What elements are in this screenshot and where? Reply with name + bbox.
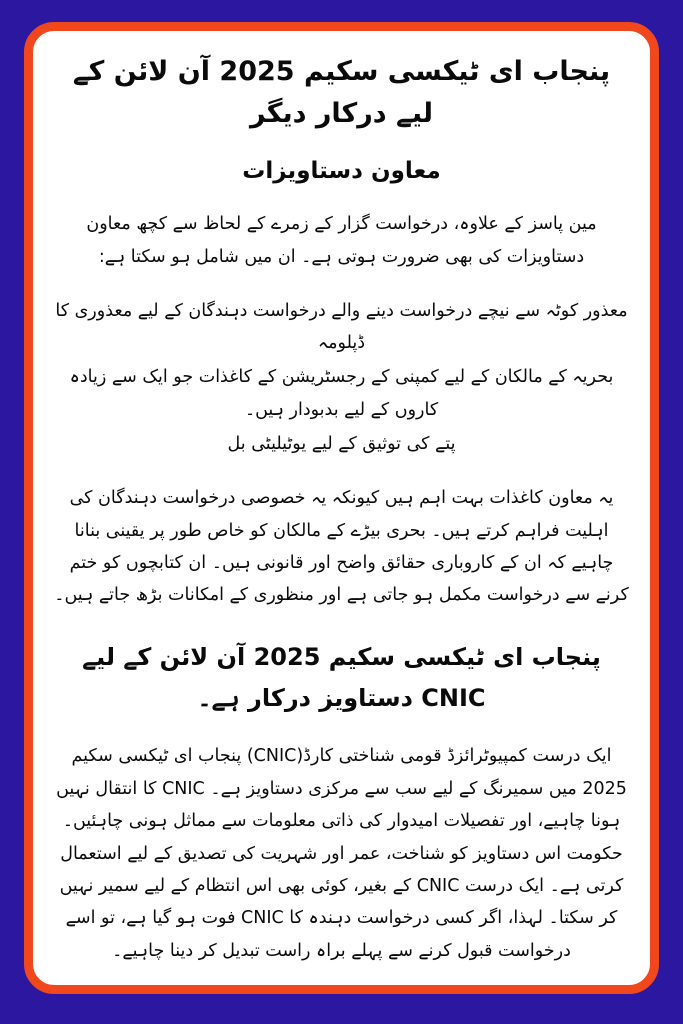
cnic-section-heading: پنجاب ای ٹیکسی سکیم 2025 آن لائن کے لیے CNIC دستاویز درکار ہے۔ [82,643,601,712]
intro-paragraph: مین پاسز کے علاوہ، درخواست گزار کے زمرے کے لحاظ سے کچھ معاون دستاویزات کی بھی ضرورت ہوتی ہے۔ ان میں شامل ہو سکتا ہے: [86,214,597,267]
cnic-paragraph: ایک درست کمپیوٹرائزڈ قومی شناختی کارڈ(CNIC) پنجاب ای ٹیکسی سکیم 2025 میں سمیرنگ کے لیے سب سے مرکزی دستاویز ہے۔ CNIC کا انتقال نہیں ہونا چاہیے، اور تفصیلات امیدوار کی ذاتی معلومات سے مماثل ہونی چاہئیں۔ حکومت اس دستاویز کو شناخت، عمر اور شہریت کی تصدیق کے لیے استعمال کرتی ہے۔ ایک درست CNIC کے بغیر، کوئی بھی اس انتظام کے لیے سمیر نہیں کر سکتا۔ لہذا، اگر کسی درخواست دہندہ کا CNIC فوت ہو گیا ہے، تو اسے درخواست قبول کرنے سے پہلے براہ راست تبدیل کر دینا چاہیے۔ [56,746,627,961]
importance-paragraph: یہ معاون کاغذات بہت اہم ہیں کیونکہ یہ خصوصی درخواست دہندگان کی اہلیت فراہم کرتے ہیں۔ بحری بیڑے کے مالکان کو خاص طور پر یقینی بنانا چاہیے کہ ان کے کاروباری حقائق واضح اور قانونی ہیں۔ ان کتابچوں کو ختم کرنے سے درخواست مکمل ہو جاتی ہے اور منظوری کے امکانات بڑھ جاتے ہیں۔ [54,488,629,606]
document-card [24,22,659,994]
supporting-documents-list [53,293,630,463]
list-item: بحریہ کے مالکان کے لیے کمپنی کے رجسٹریشن کے کاغذات جو ایک سے زیادہ کاروں کے لیے بدبودار ہیں۔ [69,367,614,420]
page-title: پنجاب ای ٹیکسی سکیم 2025 آن لائن کے لیے درکار دیگر [72,56,611,129]
list-item: پتے کی توثیق کے لیے یوٹیلیٹی بل [227,434,456,455]
page-subtitle: معاون دستاویزات [242,158,441,185]
list-item: معذور کوٹہ سے نیچے درخواست دینے والے درخواست دہندگان کے لیے معذوری کا ڈپلومہ [55,300,628,354]
